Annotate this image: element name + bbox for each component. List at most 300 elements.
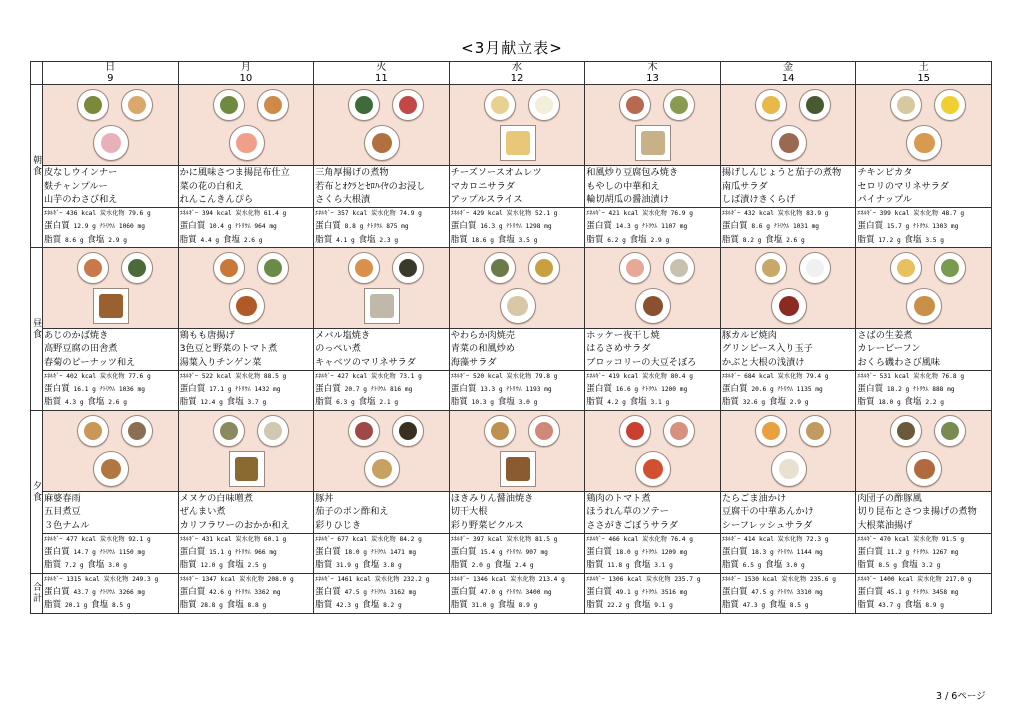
nutrient-line [180, 234, 314, 247]
nutrient-label: 蛋白質 [586, 547, 613, 558]
nutrient-label: ｴﾈﾙｷﾞｰ [315, 535, 334, 543]
food-photo [890, 252, 922, 284]
nutrient-unit: kcal [216, 535, 232, 543]
nutrient-unit: g [896, 399, 901, 407]
dish-name: 高野豆腐の田舎煮 [44, 343, 118, 355]
dish-name: 湯葉入りチンゲン菜 [179, 356, 262, 368]
nutrient-value: 8.2 [383, 602, 395, 610]
dish-name: ブロッコリーの大豆そぼろ [586, 356, 697, 368]
nutrient-value: 17.2 [878, 236, 894, 244]
nutrient-value: 397 [472, 535, 485, 543]
dish-name: 彩り野菜ピクルス [450, 519, 524, 531]
nutrient-unit: g [92, 386, 96, 394]
food-item [535, 422, 553, 440]
nutrient-label: ﾅﾄﾘｳﾑ [777, 549, 793, 557]
nutrient-label: 蛋白質 [44, 384, 70, 395]
dish-name: ほうれん草のソテー [586, 506, 669, 518]
nutrient-line [451, 234, 585, 247]
nutrient-unit: kcal [81, 210, 97, 217]
nutrient-label: 脂質 [586, 600, 604, 611]
nutrient-unit: kcal [894, 535, 910, 543]
nutrient-label: ﾅﾄﾘｳﾑ [773, 223, 790, 231]
nutrient-unit: mg [544, 588, 552, 596]
nutrient-line [180, 534, 314, 546]
nutrient-unit: mg [679, 549, 688, 557]
nutrient-label: 脂質 [315, 560, 333, 571]
dish-name: 若布とｵｸﾗとｾﾛﾊｲﾔのお浸し [315, 180, 426, 192]
food-item [643, 459, 663, 479]
nutrient-label: 炭水化物 [235, 372, 261, 380]
nutrient-label: 炭水化物 [506, 210, 532, 217]
food-photo [348, 415, 380, 447]
food-item [506, 457, 530, 481]
nutrient-line [315, 371, 449, 383]
nutrient-unit: g [801, 562, 805, 570]
nutrient-value: 22.2 [607, 602, 623, 610]
nutrient-unit: g [92, 549, 96, 557]
nutrient-label: 炭水化物 [913, 210, 938, 217]
nutrient-label: 脂質 [450, 234, 468, 245]
nutrient-value: 1400 [879, 575, 895, 583]
breakfast-photo-cell [314, 85, 450, 166]
nutrient-unit: kcal [491, 575, 507, 583]
dish-list [585, 328, 721, 370]
food-photo [799, 252, 831, 284]
nutrient-value: 470 [879, 535, 891, 543]
nutrient-label: 蛋白質 [721, 586, 748, 597]
nutrient-value: 18.6 [471, 236, 487, 244]
food-photo [229, 451, 265, 487]
nutrient-label: 炭水化物 [506, 372, 532, 380]
nutrient-label: 食塩 [904, 234, 922, 245]
nutrient-line [857, 220, 991, 233]
food-photo [771, 451, 807, 487]
nutrient-label: 脂質 [721, 600, 740, 611]
nutrient-line [586, 534, 720, 546]
nutrient-unit: g [425, 575, 430, 583]
nutrient-line [722, 574, 856, 586]
food-photo [392, 252, 424, 284]
nutrient-label: ｴﾈﾙｷﾞｰ [586, 210, 605, 217]
nutrient-label: 蛋白質 [450, 221, 477, 232]
nutrient-label: 食塩 [629, 234, 647, 245]
nutrient-label: ﾅﾄﾘｳﾑ [370, 588, 387, 596]
dish-name: ホッケー夜干し焼 [586, 329, 660, 341]
nutrient-value: 2.4 [514, 562, 527, 570]
nutrient-label: 脂質 [44, 397, 62, 408]
dish-list [43, 166, 179, 208]
food-photo [890, 415, 922, 447]
nutrient-label: 脂質 [857, 397, 875, 408]
nutrient-line [722, 396, 856, 409]
nutrition-cell [43, 370, 179, 410]
nutrient-value: 3.0 [786, 562, 798, 570]
food-photo [934, 89, 966, 121]
nutrition-cell [720, 370, 856, 410]
dish-name: かぶと大根の浅漬け [721, 356, 805, 368]
lunch-photo-cell [856, 247, 992, 328]
nutrient-label: 食塩 [497, 397, 515, 408]
dish-name: 大根菜油揚げ [857, 519, 913, 531]
dish-name: 和風炒り豆腐包み焼き [586, 167, 679, 178]
nutrient-label: 蛋白質 [450, 547, 477, 558]
dish-name: もやしの中華和え [586, 180, 660, 192]
nutrient-unit: mg [950, 588, 959, 596]
nutrient-label: ｴﾈﾙｷﾞｰ [857, 575, 876, 583]
food-photo [77, 89, 109, 121]
food-item [236, 296, 256, 316]
nutrient-value: 531 [879, 372, 891, 380]
nutrient-label: 脂質 [450, 600, 468, 611]
dish-name: さばの生姜煮 [857, 329, 913, 341]
nutrition-cell [314, 533, 450, 573]
food-item [670, 259, 688, 277]
nutrient-label: 脂質 [315, 397, 333, 408]
dish-name: ３色ナムル [44, 519, 90, 531]
nutrient-unit: g [418, 210, 422, 217]
nutrient-unit: g [498, 549, 503, 557]
nutrient-label: 蛋白質 [179, 586, 206, 597]
nutrient-line [44, 586, 178, 599]
nutrient-unit: g [960, 210, 965, 217]
nutrition-cell [178, 370, 314, 410]
nutrient-value: 79.4 [806, 372, 822, 380]
nutrient-unit: g [940, 236, 945, 244]
nutrient-unit: kcal [352, 372, 368, 380]
nutrient-label: ﾅﾄﾘｳﾑ [506, 223, 522, 231]
nutrient-value: 875 [386, 223, 398, 231]
nutrient-unit: g [824, 535, 829, 543]
nutrient-unit: kcal [898, 575, 914, 583]
food-photo [528, 89, 560, 121]
nutrient-line [857, 574, 991, 586]
nutrient-value: 18.0 [615, 549, 631, 557]
dish-name: しば漬けきくらげ [721, 194, 796, 205]
dish-list [720, 491, 856, 533]
nutrient-value: 8.5 [878, 562, 890, 570]
nutrient-value: 8.6 [751, 223, 763, 231]
nutrient-value: 83.9 [806, 210, 822, 217]
dish-list [449, 328, 585, 370]
nutrient-value: 3162 [389, 588, 405, 596]
food-item [806, 259, 824, 277]
food-photo [528, 252, 560, 284]
nutrient-value: 31.9 [336, 562, 351, 570]
nutrition-cell [314, 370, 450, 410]
dish-name: 麩チャンプルー [44, 180, 108, 192]
nutrient-line [586, 396, 720, 409]
nutrient-unit: g [126, 602, 131, 610]
nutrient-unit: g [553, 535, 558, 543]
food-photo [257, 252, 289, 284]
nutrient-unit: g [689, 535, 693, 543]
food-photo [484, 89, 516, 121]
nutrient-unit: g [219, 399, 223, 407]
nutrition-cell [585, 533, 721, 573]
nutrient-value: 4.2 [607, 399, 619, 407]
nutrient-unit: g [769, 588, 774, 596]
nutrient-value: 907 [525, 549, 537, 557]
nutrient-value: 208.0 [267, 575, 287, 583]
food-item [264, 96, 282, 114]
nutrient-value: 1530 [744, 575, 760, 583]
nutrient-unit: kcal [894, 210, 910, 217]
nutrient-label: 食塩 [904, 600, 922, 611]
nutrient-line [451, 208, 585, 220]
nutrient-value: 1347 [201, 575, 217, 583]
dish-name: メヌケの白味噌煮 [179, 492, 254, 504]
nutrient-unit: mg [679, 588, 688, 596]
nutrient-line [315, 546, 449, 559]
nutrient-unit: g [801, 236, 805, 244]
nutrient-line [722, 534, 856, 546]
dish-name: 豚カルビ焼肉 [721, 329, 777, 341]
nutrient-value: 77.6 [128, 372, 144, 380]
nutrient-label: 食塩 [226, 560, 244, 571]
dinner-photo-cell [585, 410, 721, 491]
nutrient-unit: mg [137, 386, 145, 394]
dish-list [43, 328, 179, 370]
nutrient-value: 2.6 [243, 236, 256, 244]
nutrient-unit: g [824, 210, 829, 217]
nutrient-label: ﾅﾄﾘｳﾑ [913, 588, 929, 596]
dish-name: 五目煮豆 [44, 506, 81, 518]
nutrient-unit: mg [815, 386, 823, 394]
nutrient-label: 炭水化物 [781, 575, 807, 583]
nutrient-unit: g [804, 399, 809, 407]
nutrient-unit: kcal [487, 535, 503, 543]
nutrient-value: 399 [879, 210, 891, 217]
nutrient-line [857, 599, 991, 612]
food-photo [799, 415, 831, 447]
nutrient-unit: g [634, 386, 639, 394]
date-number: 9 [43, 73, 179, 85]
nutrient-unit: g [363, 588, 368, 596]
nutrient-line [857, 586, 991, 599]
nutrient-value: 12.0 [200, 562, 216, 570]
nutrient-unit: g [905, 223, 910, 231]
food-photo [121, 89, 153, 121]
nutrient-unit: g [154, 575, 159, 583]
nutrient-value: 427 [337, 372, 349, 380]
nutrient-line [451, 586, 585, 599]
dish-name: キャベツのマリネサラダ [315, 356, 416, 368]
food-photo [392, 89, 424, 121]
nutrient-value: 15.7 [886, 223, 902, 231]
food-photo [257, 89, 289, 121]
nutrient-line [586, 546, 720, 559]
dinner-label: 夕食 [31, 410, 43, 573]
nutrition-cell [856, 533, 992, 573]
dish-list [449, 166, 585, 208]
nutrient-line [315, 396, 449, 409]
nutrient-label: 蛋白質 [857, 384, 884, 395]
nutrient-line [451, 559, 585, 572]
nutrient-value: 74.9 [399, 210, 415, 217]
day-of-week: 日 [43, 62, 179, 74]
nutrient-label: 脂質 [44, 600, 62, 611]
nutrient-label: 脂質 [721, 560, 740, 571]
nutrient-label: 食塩 [87, 234, 105, 245]
food-item [914, 296, 934, 316]
nutrient-label: ｴﾈﾙｷﾞｰ [44, 575, 63, 583]
nutrient-line [586, 220, 720, 233]
nutrient-label: 脂質 [857, 560, 875, 571]
food-photo [663, 252, 695, 284]
nutrient-unit: mg [811, 223, 820, 231]
nutrient-unit: g [561, 575, 565, 583]
nutrient-value: 3310 [796, 588, 812, 596]
nutrient-label: 蛋白質 [857, 547, 884, 558]
lunch-photo-row [31, 247, 992, 328]
nutrient-unit: g [553, 210, 558, 217]
nutrient-label: 炭水化物 [506, 535, 532, 543]
nutrient-label: 炭水化物 [99, 535, 125, 543]
nutrient-unit: g [757, 236, 762, 244]
nutrient-unit: g [622, 399, 626, 407]
food-photo [364, 451, 400, 487]
nutrient-line [586, 208, 720, 220]
nutrient-value: 966 [254, 549, 266, 557]
food-item [914, 133, 934, 153]
nutrient-unit: g [761, 602, 766, 610]
nutrient-value: 4.1 [336, 236, 348, 244]
nutrient-line [722, 599, 856, 612]
food-item [779, 459, 799, 479]
nutrient-unit: g [262, 602, 267, 610]
nutrient-unit: kcal [623, 210, 639, 217]
nutrient-label: ｴﾈﾙｷﾞｰ [44, 210, 63, 217]
nutrition-cell [720, 208, 856, 248]
nutrient-line [44, 559, 178, 572]
nutrient-value: 9.1 [654, 602, 666, 610]
day-of-week: 水 [449, 62, 585, 74]
nutrient-unit: g [896, 236, 901, 244]
breakfast-nutrition-row [31, 208, 992, 248]
nutrient-unit: g [490, 399, 494, 407]
breakfast-photo-cell [585, 85, 721, 166]
nutrient-value: 10.3 [471, 399, 487, 407]
nutrient-unit: g [486, 562, 491, 570]
nutrient-label: 食塩 [765, 234, 783, 245]
food-photo [121, 415, 153, 447]
nutrient-line [451, 220, 585, 233]
nutrition-cell [585, 370, 721, 410]
total-nutrition-cell [43, 573, 179, 613]
day-of-week: 金 [720, 62, 856, 74]
nutrient-unit: g [227, 223, 232, 231]
food-item [372, 459, 392, 479]
nutrient-label: 炭水化物 [370, 372, 396, 380]
nutrient-value: 45.1 [886, 588, 902, 596]
nutrient-label: 食塩 [765, 560, 783, 571]
food-photo [755, 89, 787, 121]
nutrient-line [722, 546, 856, 559]
nutrient-label: ｴﾈﾙｷﾞｰ [315, 575, 334, 583]
day-of-week: 月 [178, 62, 314, 74]
nutrient-value: 1135 [796, 386, 812, 394]
date-number: 12 [449, 73, 585, 85]
dish-list [314, 491, 450, 533]
food-item [762, 96, 780, 114]
nutrient-unit: mg [404, 386, 413, 394]
nutrient-line [180, 559, 314, 572]
nutrient-unit: kcal [627, 575, 643, 583]
nutrient-value: 1209 [661, 549, 676, 557]
nutrient-unit: mg [273, 588, 281, 596]
dish-name: チーズソースオムレツ [450, 167, 542, 178]
nutrient-unit: g [79, 562, 84, 570]
nutrient-unit: g [769, 549, 774, 557]
nutrient-value: 3400 [525, 588, 541, 596]
nutrient-unit: g [282, 372, 287, 380]
nutrient-unit: g [553, 372, 558, 380]
dish-list [178, 491, 314, 533]
breakfast-photo-row [31, 85, 992, 166]
nutrient-label: ﾅﾄﾘｳﾑ [641, 588, 658, 596]
nutrient-line [180, 599, 314, 612]
nutrient-value: 432 [744, 210, 756, 217]
nutrient-value: 888 [932, 386, 944, 394]
nutrient-line [44, 546, 178, 559]
food-item [535, 259, 553, 277]
nutrient-label: ﾅﾄﾘｳﾑ [235, 386, 251, 394]
nutrient-value: 431 [201, 535, 214, 543]
nutrient-label: 炭水化物 [777, 210, 803, 217]
nutrient-value: 1461 [337, 575, 353, 583]
food-item [506, 131, 530, 155]
nutrient-value: 80.4 [670, 372, 686, 380]
nutrition-cell [449, 533, 585, 573]
nutrient-value: 520 [472, 372, 485, 380]
food-photo [663, 89, 695, 121]
nutrient-value: 42.3 [336, 602, 351, 610]
nutrient-label: 炭水化物 [235, 535, 261, 543]
nutrient-value: 684 [744, 372, 756, 380]
food-photo [635, 288, 671, 324]
nutrient-unit: mg [815, 588, 823, 596]
nutrient-label: 脂質 [179, 600, 197, 611]
nutrient-value: 91.5 [941, 535, 957, 543]
nutrient-unit: g [258, 236, 263, 244]
nutrient-line [451, 534, 585, 546]
nutrient-unit: g [146, 535, 151, 543]
nutrient-line [180, 371, 314, 383]
dish-list [720, 166, 856, 208]
food-photo [484, 415, 516, 447]
nutrient-line [586, 586, 720, 599]
nutrient-value: 76.4 [670, 535, 686, 543]
food-photo [528, 415, 560, 447]
page-title: <3月献立表> [461, 39, 563, 57]
nutrient-unit: mg [815, 549, 823, 557]
nutrient-value: 414 [744, 535, 756, 543]
nutrient-unit: g [79, 236, 84, 244]
nutrient-label: 食塩 [358, 397, 376, 408]
nutrient-unit: g [123, 399, 127, 407]
nutrient-line [586, 234, 720, 247]
food-item [626, 259, 644, 277]
food-item [670, 96, 688, 114]
nutrient-unit: g [215, 236, 220, 244]
nutrient-value: 1060 [118, 223, 134, 231]
nutrient-value: 3.8 [383, 562, 395, 570]
nutrient-line [857, 383, 991, 396]
nutrient-value: 43.7 [73, 588, 89, 596]
nutrient-label: 食塩 [497, 234, 515, 245]
food-photo [771, 125, 807, 161]
nutrient-label: 蛋白質 [44, 586, 70, 597]
